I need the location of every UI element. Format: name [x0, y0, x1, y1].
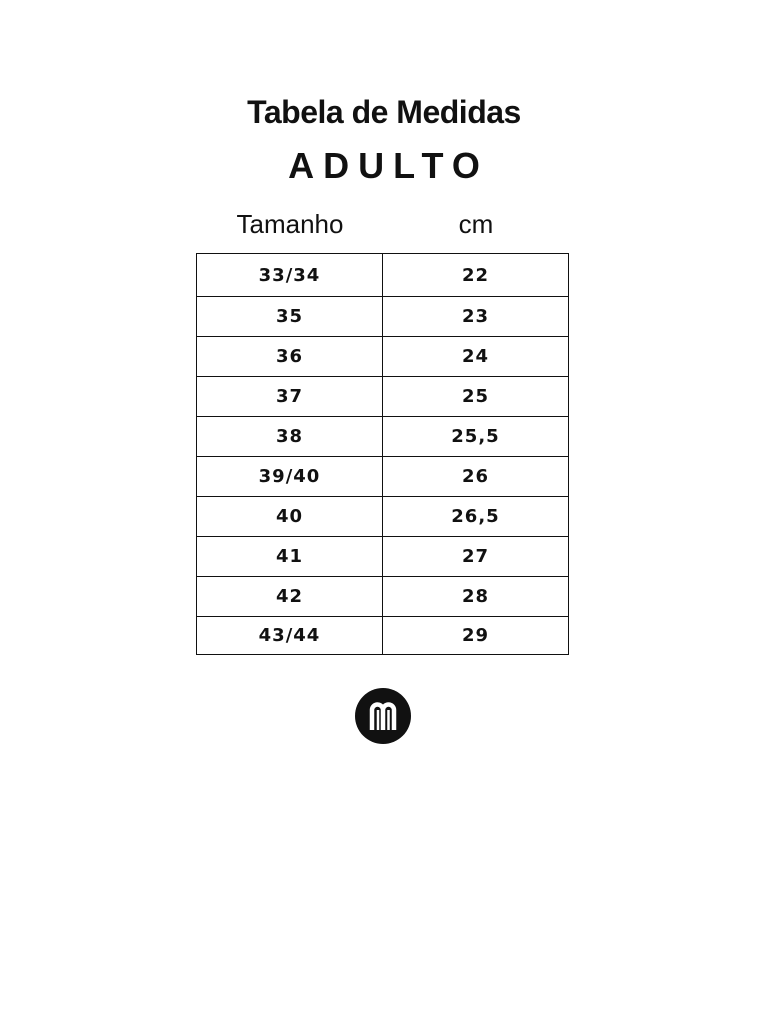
size-cell: 36 — [197, 337, 383, 377]
cm-cell: 26,5 — [383, 497, 569, 537]
size-cell: 39/40 — [197, 457, 383, 497]
table-row — [197, 577, 569, 617]
cm-cell: 22 — [383, 254, 569, 297]
page-title: Tabela de Medidas — [247, 94, 521, 130]
cm-cell: 25 — [383, 377, 569, 417]
brand-m-logo-icon — [355, 688, 411, 744]
cm-cell: 27 — [383, 537, 569, 577]
cm-cell: 24 — [383, 337, 569, 377]
table-row — [197, 377, 569, 417]
size-cell: 38 — [197, 417, 383, 457]
table-row — [197, 617, 569, 655]
column-header-cm: cm — [458, 209, 494, 239]
cm-cell: 25,5 — [383, 417, 569, 457]
table-row — [197, 457, 569, 497]
table-row — [197, 297, 569, 337]
cm-cell: 29 — [383, 617, 569, 655]
size-cell: 43/44 — [197, 617, 383, 655]
size-cell: 33/34 — [197, 254, 383, 297]
table-row — [197, 497, 569, 537]
size-cell: 35 — [197, 297, 383, 337]
size-cell: 41 — [197, 537, 383, 577]
table-row — [197, 254, 569, 297]
size-cell: 37 — [197, 377, 383, 417]
size-table — [196, 253, 569, 655]
size-cell: 42 — [197, 577, 383, 617]
table-row — [197, 337, 569, 377]
table-row — [197, 417, 569, 457]
page-subtitle: ADULTO — [288, 145, 489, 186]
cm-cell: 23 — [383, 297, 569, 337]
m-glyph-icon — [355, 688, 411, 744]
table-row — [197, 537, 569, 577]
column-header-size: Tamanho — [236, 209, 344, 239]
cm-cell: 26 — [383, 457, 569, 497]
size-cell: 40 — [197, 497, 383, 537]
cm-cell: 28 — [383, 577, 569, 617]
